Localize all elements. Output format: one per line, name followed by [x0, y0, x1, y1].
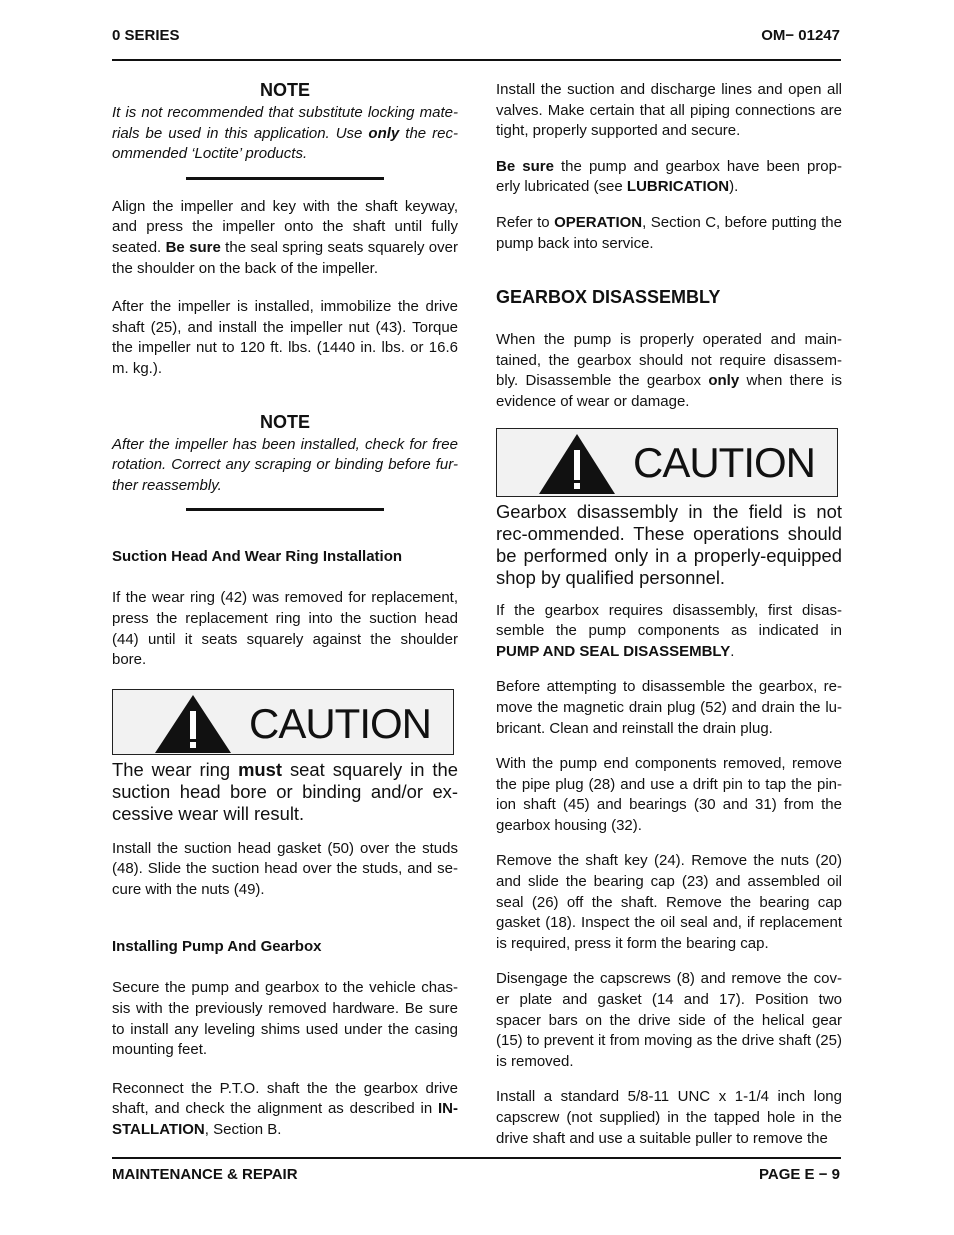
header-doc-number: OM− 01247	[761, 27, 840, 44]
paragraph-capscrews: Disengage the capscrews (8) and remove the cov-er plate and gasket (14 and 17). Position two spacer bars on the drive side of the helical gear (15) to prevent it from moving as the drive shaft (25) is removed.	[496, 970, 842, 1070]
paragraph-install-lines: Install the suction and discharge lines and open all valves. Make certain that all piping connections are tight, properly supported and secure.	[496, 81, 842, 140]
paragraph-if-gearbox: If the gearbox requires disassembly, first disas-semble the pump components as indicated in PUMP AND SEAL DISASSEMBLY.	[496, 601, 842, 660]
paragraph-pinion-shaft: With the pump end components removed, remove the pipe plug (28) and use a drift pin to tap the pin-ion shaft (45) and bearings (30 and 31) from the gearbox housing (32).	[496, 755, 842, 834]
paragraph-secure-pump: Secure the pump and gearbox to the vehicle chas-sis with the previously removed hardware. Be sure to install any leveling shims used under the casing mounting feet.	[112, 979, 458, 1059]
left-column	[112, 80, 458, 1141]
caution-box	[496, 428, 838, 497]
paragraph-shaft-key: Remove the shaft key (24). Remove the nuts (20) and slide the bearing cap (23) and assembled oil seal (26) off the shaft. Remove the bearing cap gasket (18). Inspect the oil seal and, if replacement is required, press it form the bearing cap.	[496, 852, 842, 952]
paragraph-refer-operation: Refer to OPERATION, Section C, before putting the pump back into service.	[496, 213, 842, 252]
caution-box	[112, 689, 454, 755]
paragraph-install-capscrew: Install a standard 5/8-11 UNC x 1-1/4 inch long capscrew (not supplied) in the tapped hole in the drive shaft and use a suitable puller to remove the	[496, 1088, 842, 1147]
paragraph-torque-impeller: After the impeller is installed, immobilize the drive shaft (25), and install the impeller nut (43). Torque the impeller nut to 120 ft. lbs. (1440 in. lbs. or 16.6 m. kg.).	[112, 298, 458, 377]
paragraph-suction-gasket: Install the suction head gasket (50) over the studs (48). Slide the suction head over the studs, and se-cure with the nuts (49).	[112, 839, 458, 898]
subheading-suction-head: Suction Head And Wear Ring Installation	[112, 548, 403, 566]
header-series: 0 SERIES	[112, 27, 180, 44]
paragraph-reconnect-pto: Reconnect the P.T.O. shaft the the gearbox drive shaft, and check the alignment as described in IN-STALLATION, Section B.	[112, 1079, 458, 1139]
note-title: NOTE	[259, 80, 310, 100]
warning-triangle-icon	[537, 432, 617, 496]
caution-text-gearbox: Gearbox disassembly in the field is not rec-ommended. These operations should be performed only in a properly-equipped shop by qualified personnel.	[496, 500, 842, 588]
subheading-installing-pump: Installing Pump And Gearbox	[112, 938, 322, 956]
footer-section: MAINTENANCE & REPAIR	[112, 1166, 298, 1183]
footer-rule	[112, 1157, 841, 1159]
paragraph-drain-plug: Before attempting to disassemble the gearbox, re-move the magnetic drain plug (52) and drain the lu-bricant. Clean and reinstall the drain plug.	[496, 678, 842, 737]
footer-page-number: PAGE E − 9	[758, 1166, 840, 1183]
caution-text-wear-ring: The wear ring must seat squarely in the suction head bore or binding and/or ex-cessive wear will result.	[112, 758, 458, 824]
note-locking	[112, 80, 458, 180]
note-title: NOTE	[259, 411, 310, 432]
header-rule	[112, 59, 841, 61]
right-column	[496, 80, 842, 1149]
paragraph-when-pump: When the pump is properly operated and main-tained, the gearbox should not require disassem-bly. Disassemble the gearbox only when there is evidence of wear or damage.	[496, 331, 842, 410]
section-heading-gearbox-disassembly: GEARBOX DISASSEMBLY	[496, 287, 721, 308]
warning-triangle-icon	[153, 693, 233, 755]
caution-label: CAUTION	[249, 699, 431, 747]
paragraph-align-impeller: Align the impeller and key with the shaft keyway, and press the impeller onto the shaft until fully seated. Be sure the seal spring seats squarely over the shoulder on the back of the impeller.	[112, 197, 458, 277]
note-text: After the impeller has been installed, check for free rotation. Correct any scraping or binding before fur-ther reassembly.	[112, 435, 458, 494]
caution-label: CAUTION	[633, 438, 815, 486]
paragraph-wear-ring: If the wear ring (42) was removed for replacement, press the replacement ring into the suction head (44) until it seats squarely against the shoulder bore.	[112, 589, 458, 669]
paragraph-be-sure-lubricated: Be sure the pump and gearbox have been prop-erly lubricated (see LUBRICATION).	[496, 157, 842, 196]
note-free-rotation	[112, 412, 458, 512]
note-text: It is not recommended that substitute locking mate-rials be used in this application. Use only the rec-ommended ‘Loctite’ products.	[112, 104, 458, 163]
